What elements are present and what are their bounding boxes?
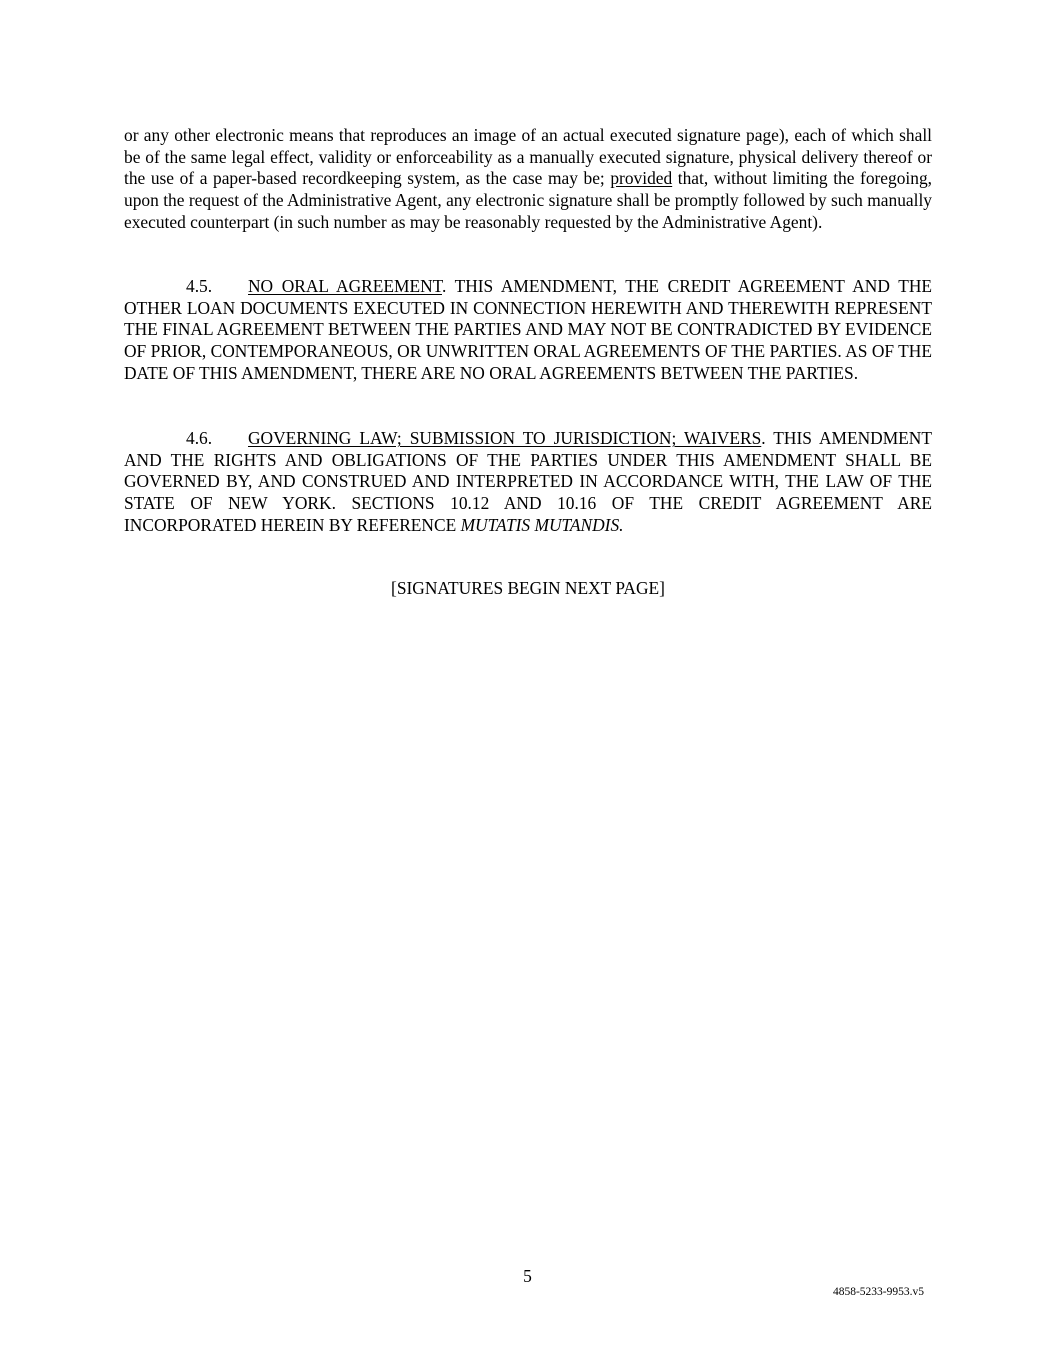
section-heading: NO ORAL AGREEMENT — [248, 276, 442, 296]
section-text-italic: MUTATIS MUTANDIS. — [460, 514, 624, 535]
signatures-note: [SIGNATURES BEGIN NEXT PAGE] — [391, 578, 665, 598]
document-id: 4858-5233-9953.v5 — [832, 1286, 924, 1298]
section-4-5-no-oral-agreement — [124, 276, 932, 385]
paragraph-text: or any other electronic means that reproduces an image of an actual executed signature page), each of which shall be of the same legal effect, validity or enforceability as a manually executed signature, physical delivery thereof or the use of a paper-based recordkeeping system, as the case may be; — [124, 125, 932, 189]
section-number: 4.5. — [186, 276, 213, 296]
page-number: 5 — [523, 1266, 532, 1286]
section-text: . THIS AMENDMENT AND THE RIGHTS AND OBLIGATIONS OF THE PARTIES UNDER THIS AMENDMENT SHALL BE GOVERNED BY, AND CONSTRUED AND INTERPRETED IN ACCORDANCE WITH, THE LAW OF THE STATE OF NEW YORK. SECTIONS 10.12 AND 10.16 OF THE CREDIT AGREEMENT ARE INCORPORATED HEREIN BY REFERENCE — [124, 428, 932, 535]
paragraph-counterparts-continued — [124, 125, 932, 234]
section-text: . THIS AMENDMENT, THE CREDIT AGREEMENT AND THE OTHER LOAN DOCUMENTS EXECUTED IN CONNECTION HEREWITH AND THEREWITH REPRESENT THE FINAL AGREEMENT BETWEEN THE PARTIES AND MAY NOT BE CONTRADICTED BY EVIDENCE OF PRIOR, CONTEMPORANEOUS, OR UNWRITTEN ORAL AGREEMENTS OF THE PARTIES. AS OF THE DATE OF THIS AMENDMENT, THERE ARE NO ORAL AGREEMENTS BETWEEN THE PARTIES. — [124, 276, 932, 383]
provided-term: provided — [610, 168, 673, 189]
section-number: 4.6. — [186, 428, 213, 448]
paragraph-text: that, without limiting the foregoing, upon the request of the Administrative Agent, any electronic signature shall be promptly followed by such manually executed counterpart (in such number as may be reasonably requested by the Administrative Agent). — [124, 168, 932, 232]
section-heading: GOVERNING LAW; SUBMISSION TO JURISDICTION; WAIVERS — [248, 428, 762, 448]
section-4-6-governing-law — [124, 428, 932, 537]
